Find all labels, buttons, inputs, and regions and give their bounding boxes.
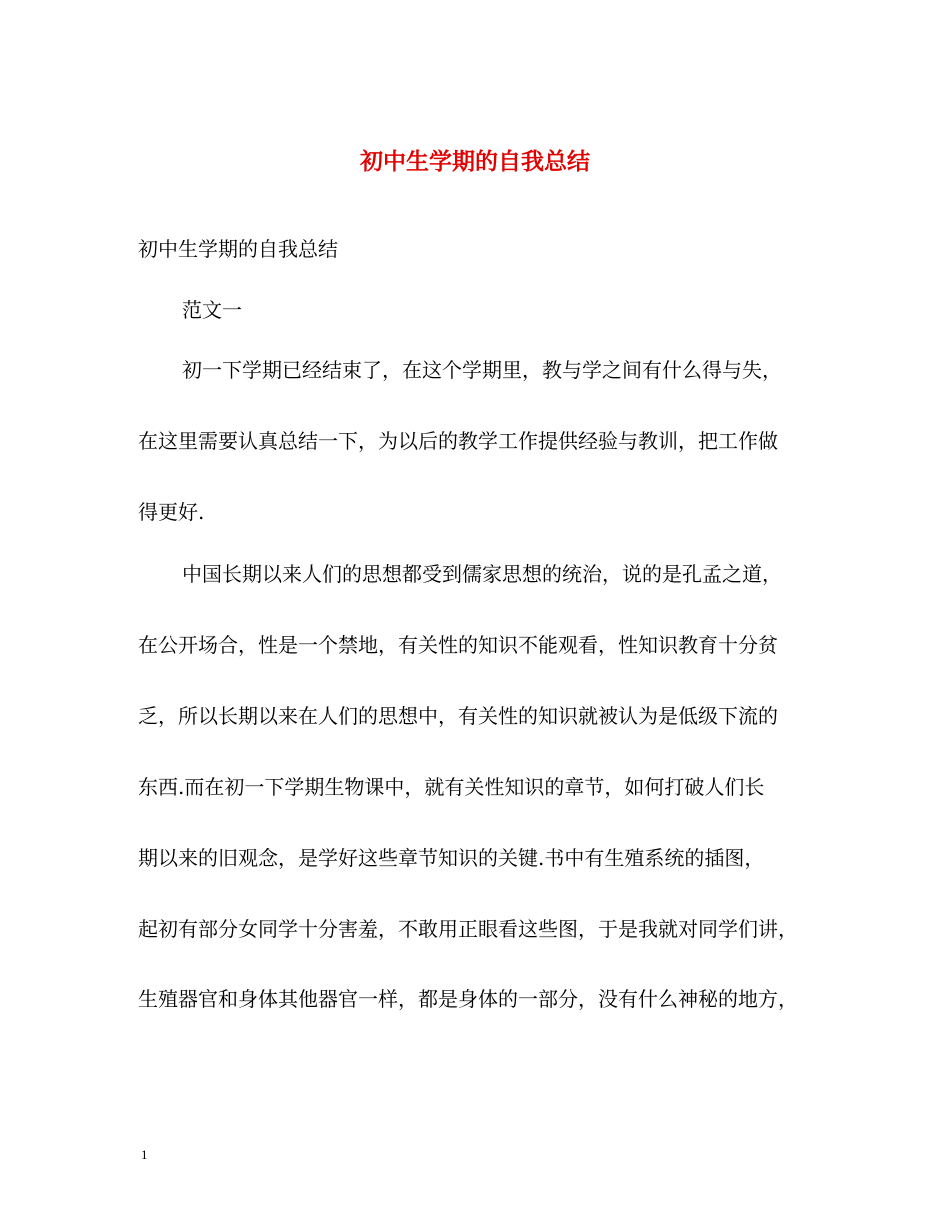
paragraph-line: 期以来的旧观念，是学好这些章节知识的关键.书中有生殖系统的插图， xyxy=(138,846,765,870)
paragraph-line: 在这里需要认真总结一下，为以后的教学工作提供经验与教训，把工作做 xyxy=(138,429,778,453)
document-title: 初中生学期的自我总结 xyxy=(360,148,590,175)
subtitle: 初中生学期的自我总结 xyxy=(138,237,338,261)
section-label: 范文一 xyxy=(182,298,242,322)
paragraph-line: 东西.而在初一下学期生物课中，就有关性知识的章节，如何打破人们长 xyxy=(138,775,765,799)
page-number: 1 xyxy=(141,1147,148,1162)
paragraph-line: 起初有部分女同学十分害羞，不敢用正眼看这些图，于是我就对同学们讲， xyxy=(138,917,798,941)
paragraph-line: 生殖器官和身体其他器官一样，都是身体的一部分，没有什么神秘的地方， xyxy=(138,987,798,1011)
paragraph-line: 乏，所以长期以来在人们的思想中，有关性的知识就被认为是低级下流的 xyxy=(138,704,778,728)
paragraph-line: 得更好. xyxy=(138,500,205,524)
paragraph-line: 中国长期以来人们的思想都受到儒家思想的统治，说的是孔孟之道， xyxy=(182,562,782,586)
paragraph-line: 在公开场合，性是一个禁地，有关性的知识不能观看，性知识教育十分贫 xyxy=(138,633,778,657)
paragraph-line: 初一下学期已经结束了，在这个学期里，教与学之间有什么得与失， xyxy=(182,358,782,382)
